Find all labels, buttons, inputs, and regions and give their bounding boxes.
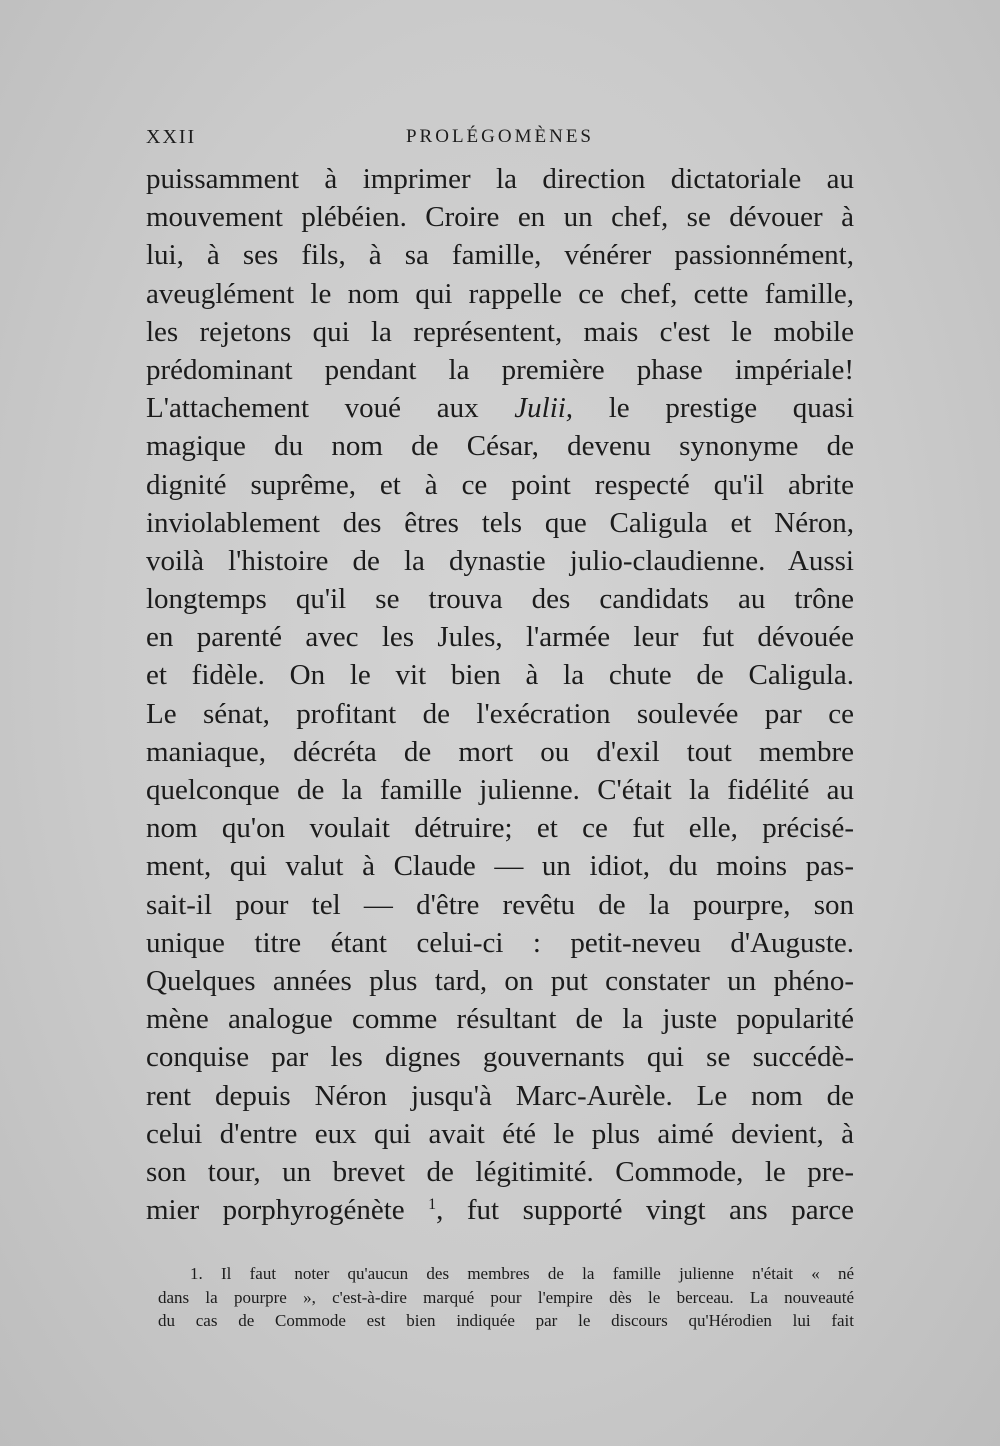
text-line	[146, 1191, 854, 1229]
footnote-reference: 1	[428, 1196, 437, 1214]
text-line: lui, à ses fils, à sa famille, vénérer passionnément,	[146, 239, 854, 272]
italic-term: Julii,	[514, 392, 574, 425]
text-line: prédominant pendant la première phase impériale!	[146, 353, 854, 386]
text-line: quelconque de la famille julienne. C'était la fidélité au	[146, 774, 854, 806]
text-line: unique titre étant celui-ci : petit-neveu d'Auguste.	[146, 926, 854, 959]
text-line: celui d'entre eux qui avait été le plus aimé devient, à	[146, 1117, 854, 1150]
text-line: mouvement plébéien. Croire en un chef, se dévouer à	[146, 201, 854, 234]
text-line: les rejetons qui la représentent, mais c'est le mobile	[146, 315, 854, 348]
text-line: nom qu'on voulait détruire; et ce fut elle, précisé-	[146, 812, 854, 845]
text-line: puissamment à imprimer la direction dictatoriale au	[146, 163, 854, 195]
text-line: inviolablement des êtres tels que Caligula et Néron,	[146, 506, 854, 539]
text-segment: L'attachement voué aux	[146, 392, 479, 425]
text-line: mène analogue comme résultant de la juste popularité	[146, 1003, 854, 1036]
text-line: dignité suprême, et à ce point respecté qu'il abrite	[146, 468, 854, 501]
text-line: magique du nom de César, devenu synonyme de	[146, 430, 854, 463]
text-segment: mier porphyrogénète	[146, 1194, 405, 1227]
text-line: maniaque, décréta de mort ou d'exil tout membre	[146, 735, 854, 768]
footnote-line: dans la pourpre », c'est-à-dire marqué pour l'empire dès le berceau. La nouveauté	[158, 1287, 854, 1307]
text-line: son tour, un brevet de légitimité. Commode, le pre-	[146, 1155, 854, 1188]
running-title: PROLÉGOMÈNES	[405, 126, 594, 147]
text-line: longtemps qu'il se trouva des candidats au trône	[146, 583, 854, 616]
page-number: XXII	[146, 126, 197, 148]
text-line: ment, qui valut à Claude — un idiot, du moins pas-	[146, 850, 854, 883]
text-line: en parenté avec les Jules, l'armée leur fut dévouée	[146, 621, 854, 654]
text-line: Le sénat, profitant de l'exécration soulevée par ce	[146, 697, 854, 730]
footnote-line: du cas de Commode est bien indiquée par le discours qu'Hérodien lui fait	[158, 1311, 854, 1330]
text-line: conquise par les dignes gouvernants qui se succédè-	[146, 1041, 854, 1074]
footnotes	[158, 1262, 854, 1333]
running-head	[146, 126, 854, 156]
text-line: et fidèle. On le vit bien à la chute de Caligula.	[146, 659, 854, 692]
footnote-line: 1. Il faut noter qu'aucun des membres de la famille julienne n'était « né	[190, 1264, 854, 1283]
text-line: aveuglément le nom qui rappelle ce chef, cette famille,	[146, 277, 854, 310]
text-line: Quelques années plus tard, on put constater un phéno-	[146, 964, 854, 997]
text-segment: le prestige quasi	[608, 392, 855, 425]
text-line: voilà l'histoire de la dynastie julio-claudienne. Aussi	[146, 544, 854, 577]
text-segment: , fut supporté vingt ans parce	[436, 1194, 854, 1227]
text-line: sait-il pour tel — d'être revêtu de la pourpre, son	[146, 888, 854, 921]
body-text	[146, 160, 854, 1229]
text-line: rent depuis Néron jusqu'à Marc-Aurèle. Le nom de	[146, 1079, 854, 1112]
text-line	[146, 389, 854, 427]
